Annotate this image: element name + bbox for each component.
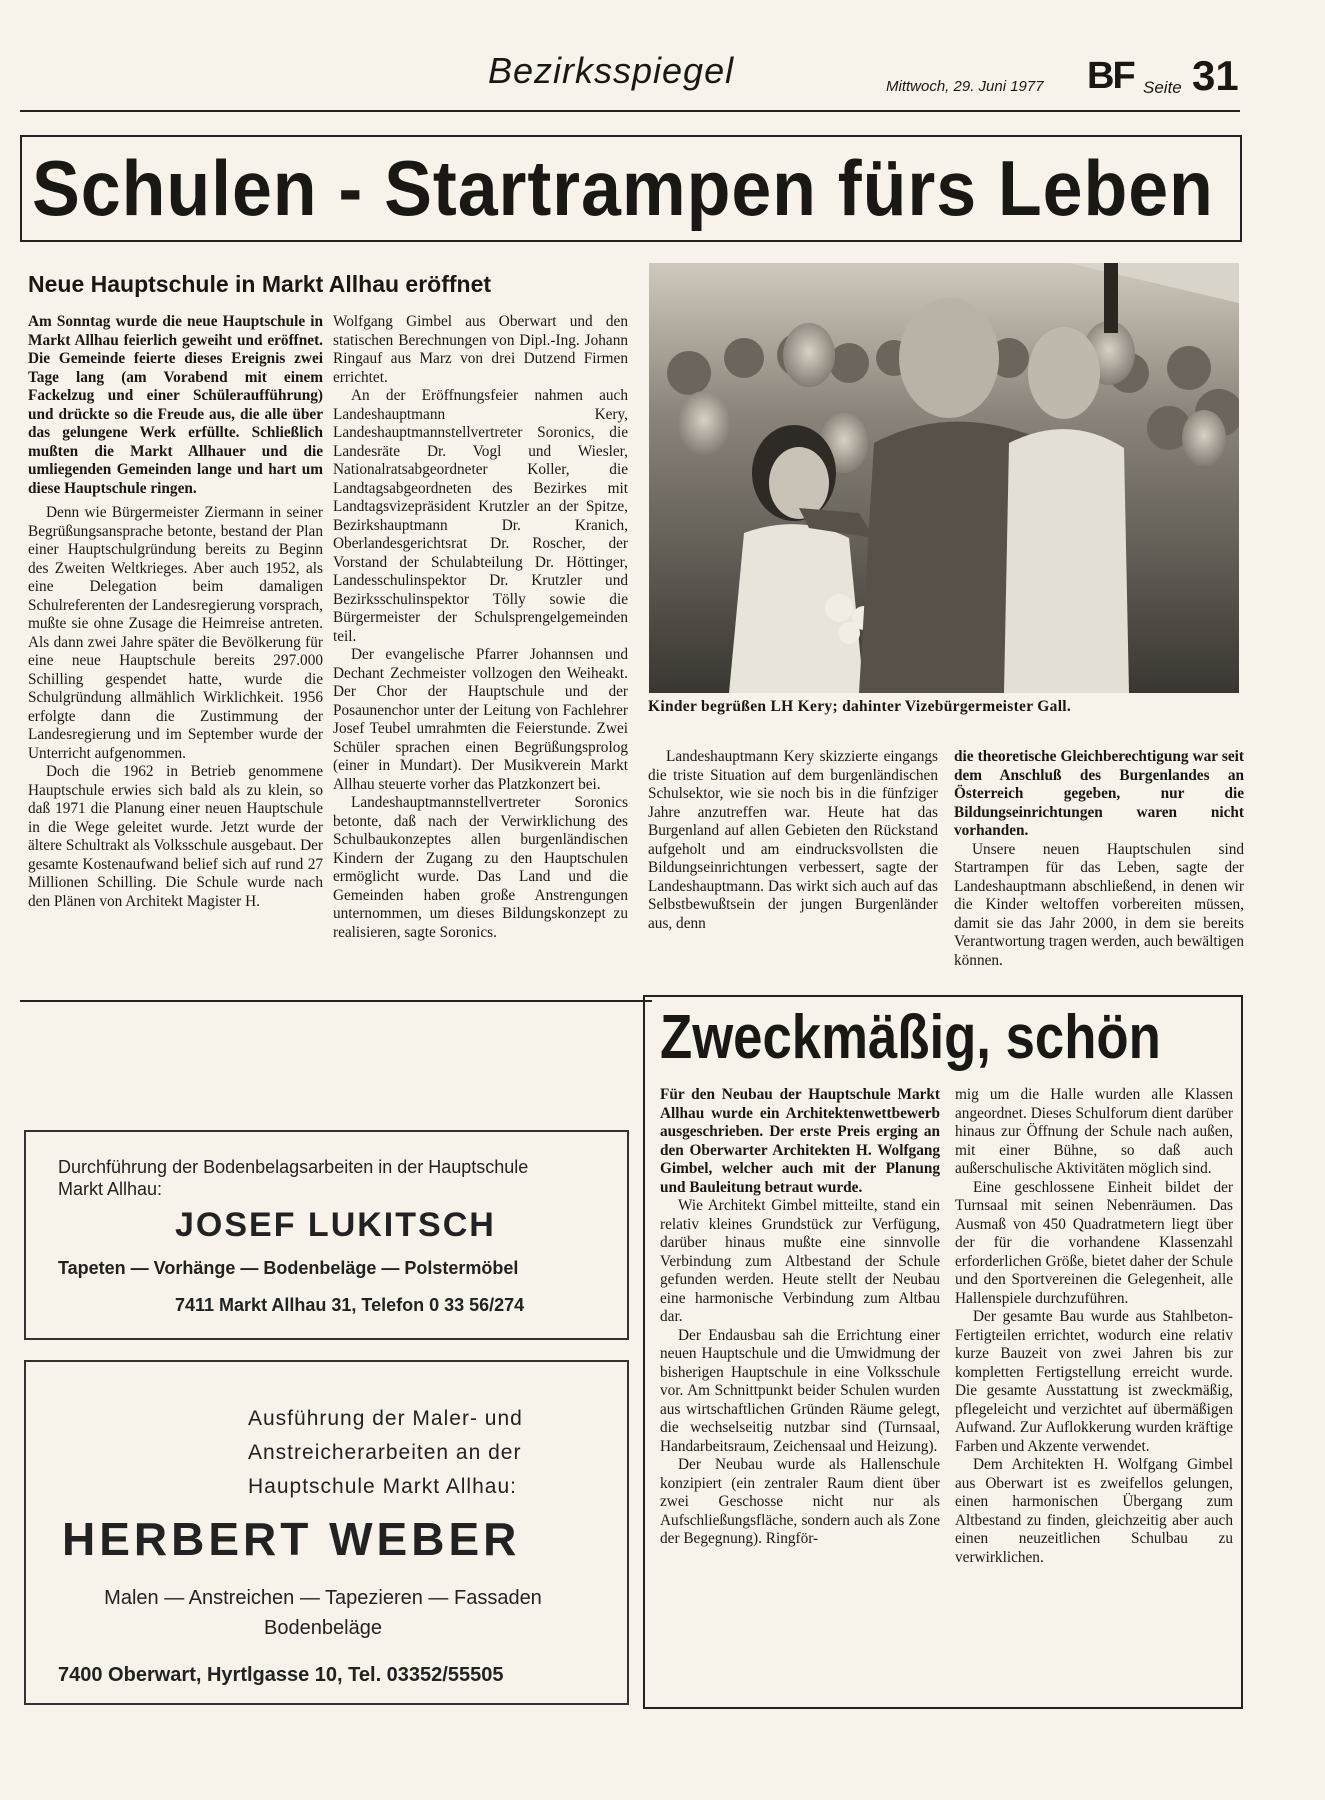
page-label: Seite xyxy=(1143,78,1182,97)
sidebar-headline: Zweckmäßig, schön xyxy=(660,1003,1161,1072)
paragraph: Eine geschlossene Einheit bildet der Turnsaal mit seinen Nebenräumen. Das Ausmaß von 450 Quadratmetern liegt über der für die vorhandene Klassenzahl erforderlichen Größe, bietet daher der Schule und den Sportvereinen die Gelegenheit, alle Hallenspiele durchzuführen. xyxy=(955,1178,1233,1307)
paragraph: Wie Architekt Gimbel mitteilte, stand ein relativ kleines Grundstück zur Verfügung, darüber hinaus mußte eine sinnvolle Verbindung zum Altbestand der Schule gefunden werden. Heute stellt der Neubau eine harmonische Verbindung zum Altbau dar. xyxy=(660,1197,940,1325)
paragraph: An der Eröffnungsfeier nahmen auch Landeshauptmann Kery, Landeshauptmannstellvertreter Soronics, die Landesräte Dr. Vogl und Wiesler, Nationalratsabgeordneter Koller, die Landtagsabgeordneten des Bezirkes mit Landtagsvizepräsident Krutzler an der Spitze, Bezirkshauptmann Dr. Kranich, Oberlandesgerichtsrat Dr. Roscher, der Vorstand der Schulabteilung Dr. Höttinger, Landesschulinspektor Dr. Krutzler und Bezirksschulinspektor Tölly sowie die Bürgermeister der Schulsprengelgemeinden teil. xyxy=(333,387,628,645)
ad-services: Tapeten — Vorhänge — Bodenbeläge — Polstermöbel xyxy=(58,1258,519,1278)
sidebar-column-1 xyxy=(660,1086,940,1549)
paragraph: Landeshauptmann Kery skizzierte eingangs die triste Situation auf dem burgenländischen Schulsektor, wie sie noch bis in die fünfziger Jahre anzutreffen war. Heute hat das Burgenland auf allen Gebieten den Rückstand aufgeholt und am eindrucksvollsten die Bildungseinrichtungen verbessert, sagte der Landeshauptmann. Das wirkt sich auch auf das Selbstbewußtsein der jungen Burgenländer aus, denn xyxy=(648,748,938,932)
sidebar-column-2 xyxy=(955,1086,1233,1567)
main-headline: Schulen - Startrampen fürs Leben xyxy=(32,144,1214,232)
paragraph: Landeshauptmannstellvertreter Soronics betonte, daß nach der Verwirklichung des Schulbaukonzeptes allen burgenländischen Kindern der Zugang zu den Hauptschulen ermöglicht wurde. Das Land und die Gemeinden haben große Anstrengungen unternommen, um dieses Bildungskonzept zu realisieren, sagte Soronics. xyxy=(333,794,628,941)
issue-date: Mittwoch, 29. Juni 1977 xyxy=(886,78,1044,95)
article-column-2 xyxy=(333,313,628,942)
ad-address: 7411 Markt Allhau 31, Telefon 0 33 56/274 xyxy=(175,1295,525,1315)
page-number: 31 xyxy=(1192,52,1239,99)
paragraph: Der gesamte Bau wurde aus Stahlbeton-Fertigteilen errichtet, wodurch eine relativ kurze Bauzeit von zwei Jahren bis zur kompletten Fertigstellung erreicht wurde. Die gesamte Ausstattung ist zweckmäßig, pflegeleicht und verzichtet auf übermäßigen Aufwand. Zur Auflokkerung wurden kräftige Farben und Akzente verwendet. xyxy=(955,1308,1233,1455)
ad-intro-line: Hauptschule Markt Allhau: xyxy=(248,1475,517,1498)
paragraph: Für den Neubau der Hauptschule Markt Allhau wurde ein Architektenwettbewerb ausgeschrieben. Der erste Preis erging an den Oberwarter Architekten H. Wolfgang Gimbel, welcher auch mit der Planung und Bauleitung betraut wurde. xyxy=(660,1086,940,1196)
article-subhead: Neue Hauptschule in Markt Allhau eröffnet xyxy=(28,271,492,297)
header-rule xyxy=(20,110,1240,112)
ad-company-name: JOSEF LUKITSCH xyxy=(175,1206,496,1244)
photo-caption: Kinder begrüßen LH Kery; dahinter Vizebürgermeister Gall. xyxy=(648,698,1072,715)
paragraph: Denn wie Bürgermeister Ziermann in seiner Begrüßungsansprache betonte, bestand der Plan einer Hauptschulgründung bereits zu Beginn des Zweiten Weltkrieges. Aber auch 1952, als eine Delegation beim damaligen Schulreferenten der Landesregierung vorsprach, mußte sie ohne Zusage die Heimreise antreten. Als dann zwei Jahre später die Bevölkerung für eine neue Hauptschule bereits 297.000 Schilling gespendet hatte, wurde die Schulgründung allmählich Wirklichkeit. 1956 erfolgte dann die Zustimmung der Landesregierung und im September wurde der Unterricht aufgenommen. xyxy=(28,504,323,762)
ad-services-line: Malen — Anstreichen — Tapezieren — Fassaden xyxy=(104,1587,542,1609)
paragraph: Wolfgang Gimbel aus Oberwart und den statischen Berechnungen von Dipl.-Ing. Johann Ringauf aus Marz von drei Dutzend Firmen errichtet. xyxy=(333,313,628,386)
photo-image xyxy=(649,263,1239,693)
ad-services xyxy=(58,1583,588,1643)
section-rule xyxy=(20,1000,652,1002)
ad-intro-line: Durchführung der Bodenbelagsarbeiten in der Hauptschule xyxy=(58,1157,529,1177)
paragraph: Unsere neuen Hauptschulen sind Startrampen für das Leben, sagte der Landeshauptmann abschließend, in denen wir die Kinder weltoffen vorbereiten müssen, damit sie das Jahr 2000, in dem sie bereits Verantwortung tragen werden, auch bewältigen können. xyxy=(954,840,1244,969)
section-title: Bezirksspiegel xyxy=(488,50,735,91)
paragraph: die theoretische Gleichberechtigung war seit dem Anschluß des Burgenlandes an Österreich gegeben, nur die Bildungseinrichtungen waren nicht vorhanden. xyxy=(954,748,1244,839)
ad-intro-line: Anstreicherarbeiten an der xyxy=(248,1441,522,1464)
ad-intro xyxy=(248,1402,523,1504)
article-column-3 xyxy=(648,748,938,933)
article-column-1 xyxy=(28,313,323,911)
article-photo xyxy=(649,263,1239,693)
paragraph: Der Neubau wurde als Hallenschule konzipiert (ein zentraler Raum dient über zwei Geschosse nicht nur als Aufschließungsfläche, sondern auch als Zone der Begegnung). Ringför- xyxy=(660,1456,940,1547)
lead-paragraph: Am Sonntag wurde die neue Hauptschule in Markt Allhau feierlich geweiht und eröffnet. Die Gemeinde feierte dieses Ereignis zwei Tage lang (am Vorabend mit einem Fackelzug und einer Schüleraufführung) und drückte so die Freude aus, die alle über das gelungene Werk erfüllte. Schließlich mußten die Markt Allhauer und die umliegenden Gemeinden lange und hart um diese Hauptschule ringen. xyxy=(28,313,323,497)
headline-container xyxy=(32,140,1222,237)
newspaper-logo: BF xyxy=(1087,55,1134,97)
ad-intro xyxy=(58,1156,528,1200)
paragraph: Dem Architekten H. Wolfgang Gimbel aus Oberwart ist es zweifellos gelungen, einen harmonischen Übergang zum Altbestand zu finden, gleichzeitig aber auch einen neuzeitlichen Schulbau zu verwirklichen. xyxy=(955,1456,1233,1566)
ad-services-line: Bodenbeläge xyxy=(264,1617,382,1639)
ad-intro-line: Ausführung der Maler- und xyxy=(248,1407,523,1430)
ad-company-name: HERBERT WEBER xyxy=(62,1513,521,1565)
article-column-4 xyxy=(954,748,1244,970)
paragraph: Der evangelische Pfarrer Johannsen und Dechant Zechmeister vollzogen den Weiheakt. Der Chor der Hauptschule und der Posaunenchor unter der Leitung von Fachlehrer Josef Teubel umrahmten die Feierstunde. Zwei Schüler sprachen einen Begrüßungsprolog (einer in Mundart). Der Musikverein Markt Allhau steuerte vorher das Platzkonzert bei. xyxy=(333,646,628,793)
paragraph: Der Endausbau sah die Errichtung einer neuen Hauptschule und die Umwidmung der bisherigen Hauptschule in eine Volksschule vor. Am Schnittpunkt beider Schulen wurden aus wirtschaftlichen Gründen Räume gelegt, die wechselseitig nutzbar sind (Turnsaal, Handarbeitsraum, Zeichensaal und Heizung). xyxy=(660,1326,940,1455)
ad-intro-line: Markt Allhau: xyxy=(58,1179,163,1199)
paragraph: mig um die Halle wurden alle Klassen angeordnet. Dieses Schulforum dient darüber hinaus zur Öffnung der Schule nach außen, mit einer Bühne, so daß auch außerschulische Aktivitäten möglich sind. xyxy=(955,1086,1233,1177)
paragraph: Doch die 1962 in Betrieb genommene Hauptschule erwies sich bald als zu klein, so daß 1971 die Planung einer neuen Hauptschule in die Wege geleitet wurde. Jetzt wurde der ältere Schultrakt als Volksschule ausgebaut. Der gesamte Kostenaufwand belief sich auf rund 27 Millionen Schilling. Die Schule wurde nach den Plänen von Architekt Magister H. xyxy=(28,763,323,910)
ad-address: 7400 Oberwart, Hyrtlgasse 10, Tel. 03352/55505 xyxy=(58,1664,504,1686)
